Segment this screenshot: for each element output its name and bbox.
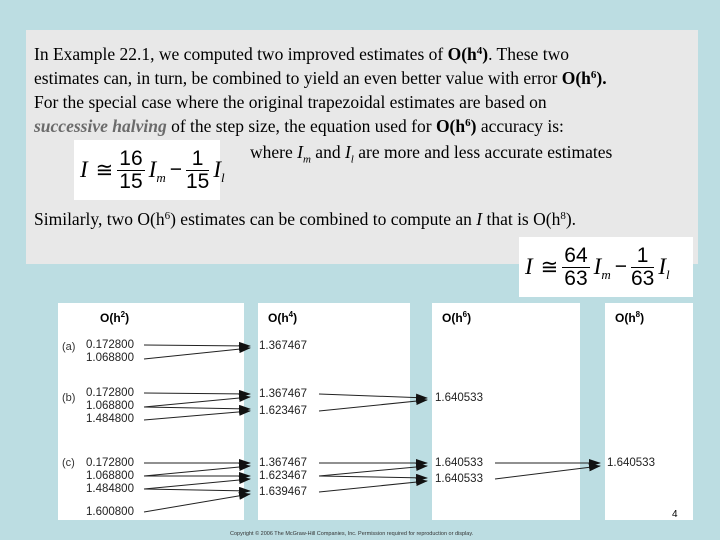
column-header-h2: $O(h^2)$ <box>100 310 130 325</box>
value-c-h4-1: 1.623467 <box>259 470 307 482</box>
value-c-h8-0: 1.640533 <box>607 457 655 469</box>
value-a-h4-0: 1.367467 <box>259 340 307 352</box>
value-c-h6-0: 1.640533 <box>435 457 483 469</box>
value-c-h2-1: 1.068800 <box>86 470 134 482</box>
value-b-h6-0: 1.640533 <box>435 392 483 404</box>
value-b-h2-0: 0.172800 <box>86 387 134 399</box>
value-b-h2-1: 1.068800 <box>86 400 134 412</box>
column-header-h6: $O(h^6)$ <box>442 310 472 325</box>
value-a-h2-1: 1.068800 <box>86 352 134 364</box>
value-c-h2-3: 1.600800 <box>86 506 134 518</box>
similarly-sentence: Similarly, two $O(h^6)$ estimates can be combined to compute an I that is $O(h^8)$. <box>34 209 577 229</box>
value-b-h2-2: 1.484800 <box>86 413 134 425</box>
value-c-h4-2: 1.639467 <box>259 486 307 498</box>
row-label-a: (a) <box>62 341 76 353</box>
value-c-h4-0: 1.367467 <box>259 457 307 469</box>
page-number: 4 <box>672 509 678 520</box>
row-label-b: (b) <box>62 392 76 404</box>
equation-h6: I ≅ $\frac{16}{15}$ I m − $\frac{1}{15}$ I l <box>74 140 220 200</box>
successive-halving-term: successive halving <box>34 116 167 136</box>
value-c-h2-0: 0.172800 <box>86 457 134 469</box>
where-note: where $I_m$ and $I_l$ are more and less accurate estimates <box>250 142 613 166</box>
value-c-h2-2: 1.484800 <box>86 483 134 495</box>
row-label-c: (c) <box>62 457 75 469</box>
intro-paragraph: In Example 22.1, we computed two improved estimates of $O(h^4)$. These two estimates can, in turn, be combined to yield an even better value with error $O(h^6)$. For the special case where the original trapezoidal estimates are based on successive halving of the step size, the equation used for $O(h^6)$ accuracy is: <box>34 44 607 136</box>
value-b-h4-0: 1.367467 <box>259 388 307 400</box>
equation-h8: I ≅ $\frac{64}{63}$ I m − $\frac{1}{63}$ I l <box>519 237 693 297</box>
copyright-footer: Copyright © 2006 The McGraw-Hill Companies, Inc. Permission required for reproduction or display. <box>230 531 474 537</box>
value-a-h2-0: 0.172800 <box>86 339 134 351</box>
column-header-h8: $O(h^8)$ <box>615 310 645 325</box>
value-c-h6-1: 1.640533 <box>435 473 483 485</box>
value-b-h4-1: 1.623467 <box>259 405 307 417</box>
column-header-h4: $O(h^4)$ <box>268 310 298 325</box>
